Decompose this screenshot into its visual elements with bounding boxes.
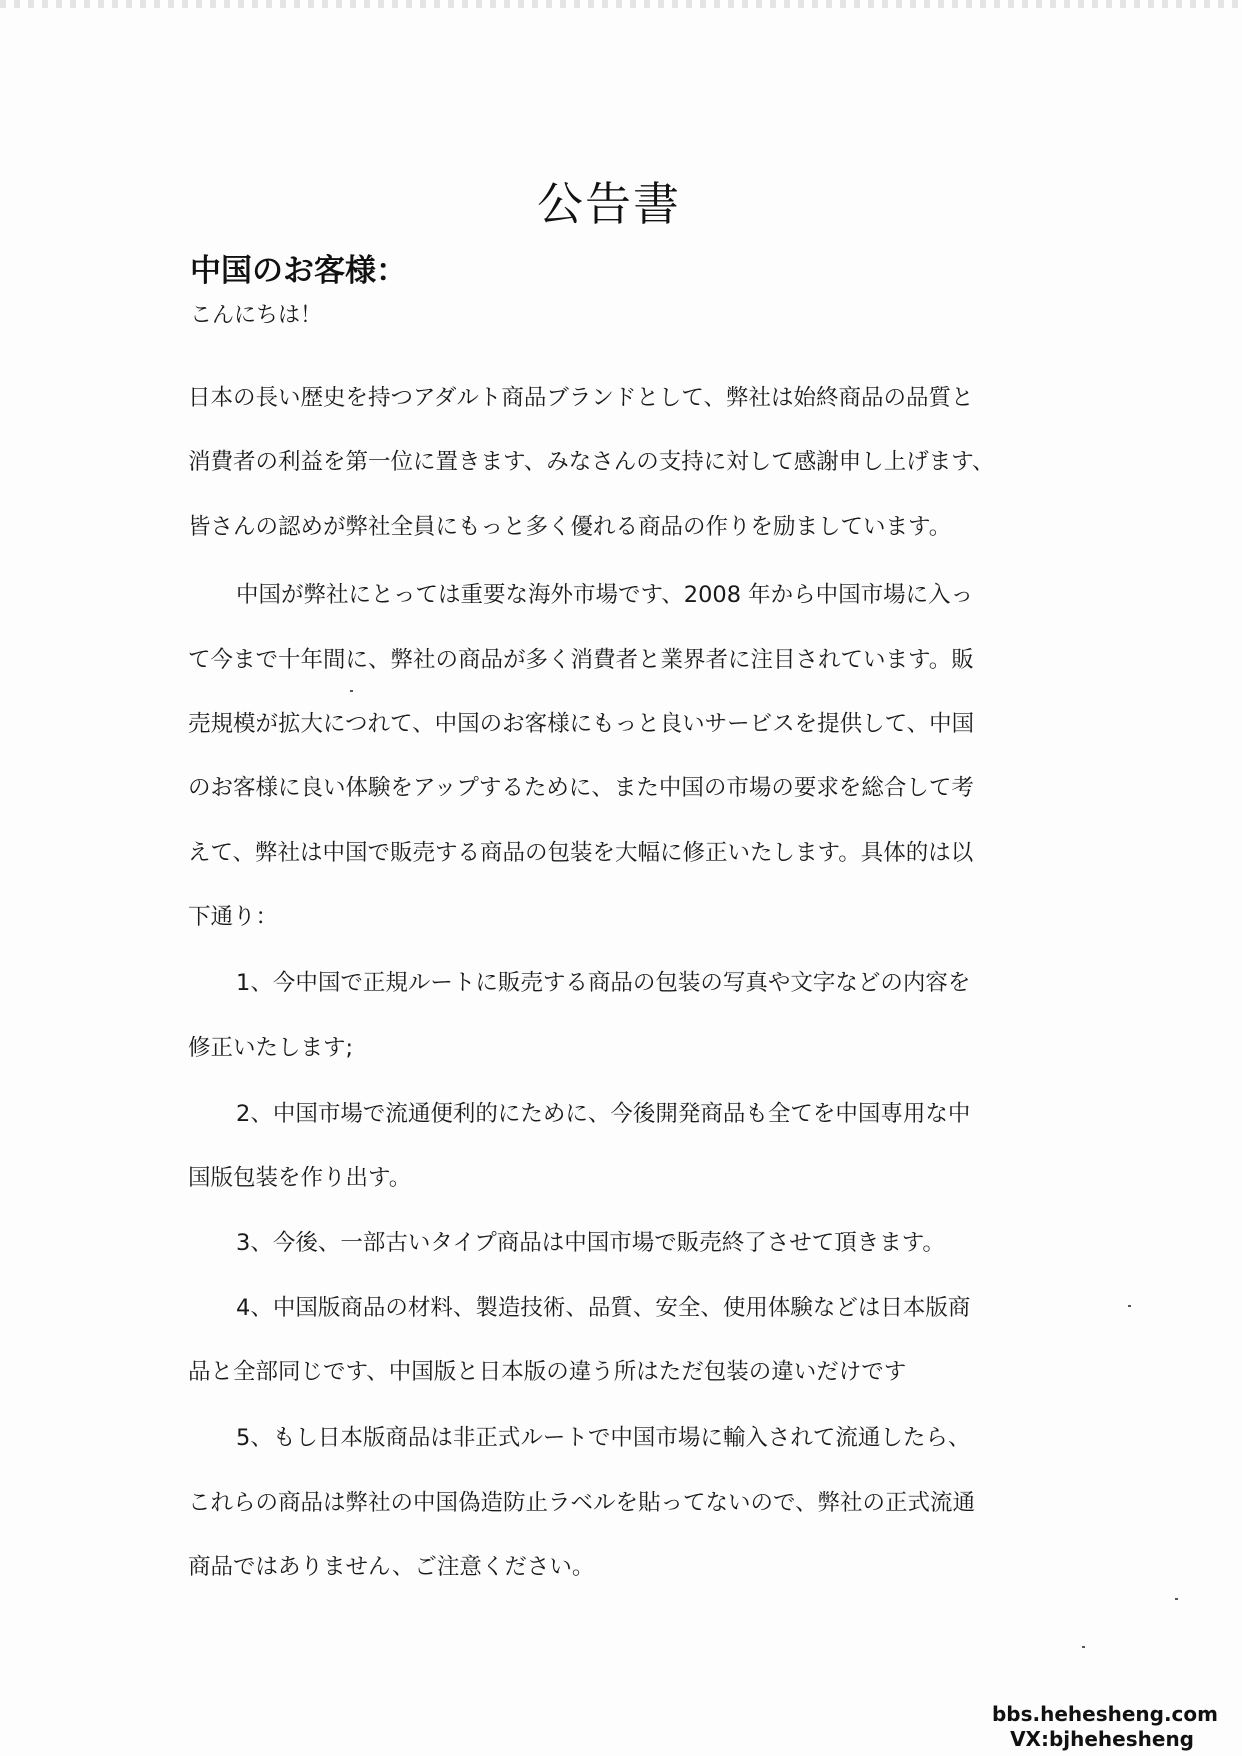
body-line: 日本の長い歴史を持つアダルト商品ブランドとして、弊社は始終商品の品質と <box>188 385 974 411</box>
document-title: 公告書 <box>537 177 681 231</box>
body-line: 下通り： <box>188 904 279 930</box>
list-item-2: 2、中国市場で流通便利的にために、今後開発商品も全てを中国専用な中 <box>236 1101 971 1127</box>
list-item-4: 4、中国版商品の材料、製造技術、品質、安全、使用体験などは日本版商 <box>236 1295 971 1321</box>
scan-speck <box>350 690 353 692</box>
watermark-url: bbs.hehesheng.com <box>991 1702 1218 1726</box>
watermark-contact: VX:bjhehesheng <box>1010 1727 1194 1751</box>
list-item-4-cont: 品と全部同じです、中国版と日本版の違う所はただ包装の違いだけです <box>188 1359 907 1385</box>
list-item-5: 5、もし日本版商品は非正式ルートで中国市場に輸入されて流通したら、 <box>236 1425 971 1451</box>
salutation: 中国のお客様： <box>190 253 407 289</box>
greeting: こんにちは！ <box>190 303 323 328</box>
list-item-1-cont: 修正いたします; <box>188 1035 354 1061</box>
list-item-3: 3、今後、一部古いタイプ商品は中国市場で販売終了させて頂きます。 <box>236 1230 945 1256</box>
body-line: のお客様に良い体験をアップするために、また中国の市場の要求を総合して考 <box>188 775 974 801</box>
scan-top-edge <box>0 0 1242 8</box>
body-line: 消費者の利益を第一位に置きます、みなさんの支持に対して感謝申し上げます、 <box>188 449 995 475</box>
body-line: 売規模が拡大につれて、中国のお客様にもっと良いサービスを提供して、中国 <box>188 711 975 737</box>
scan-speck <box>1128 1305 1131 1307</box>
list-item-5-cont: 商品ではありません、ご注意ください。 <box>188 1554 595 1580</box>
body-line: て今まで十年間に、弊社の商品が多く消費者と業界者に注目されています。販 <box>188 647 974 673</box>
list-item-1: 1、今中国で正規ルートに販売する商品の包装の写真や文字などの内容を <box>236 970 971 996</box>
body-line: えて、弊社は中国で販売する商品の包装を大幅に修正いたします。具体的は以 <box>188 840 974 866</box>
scan-speck <box>1082 1646 1085 1648</box>
scan-speck <box>1175 1598 1178 1600</box>
body-line: 皆さんの認めが弊社全員にもっと多く優れる商品の作りを励ましています。 <box>188 514 952 540</box>
body-line: 中国が弊社にとっては重要な海外市場です、2008 年から中国市場に入っ <box>236 582 974 608</box>
list-item-5-cont: これらの商品は弊社の中国偽造防止ラベルを貼ってないので、弊社の正式流通 <box>188 1490 976 1516</box>
list-item-2-cont: 国版包装を作り出す。 <box>188 1165 412 1191</box>
